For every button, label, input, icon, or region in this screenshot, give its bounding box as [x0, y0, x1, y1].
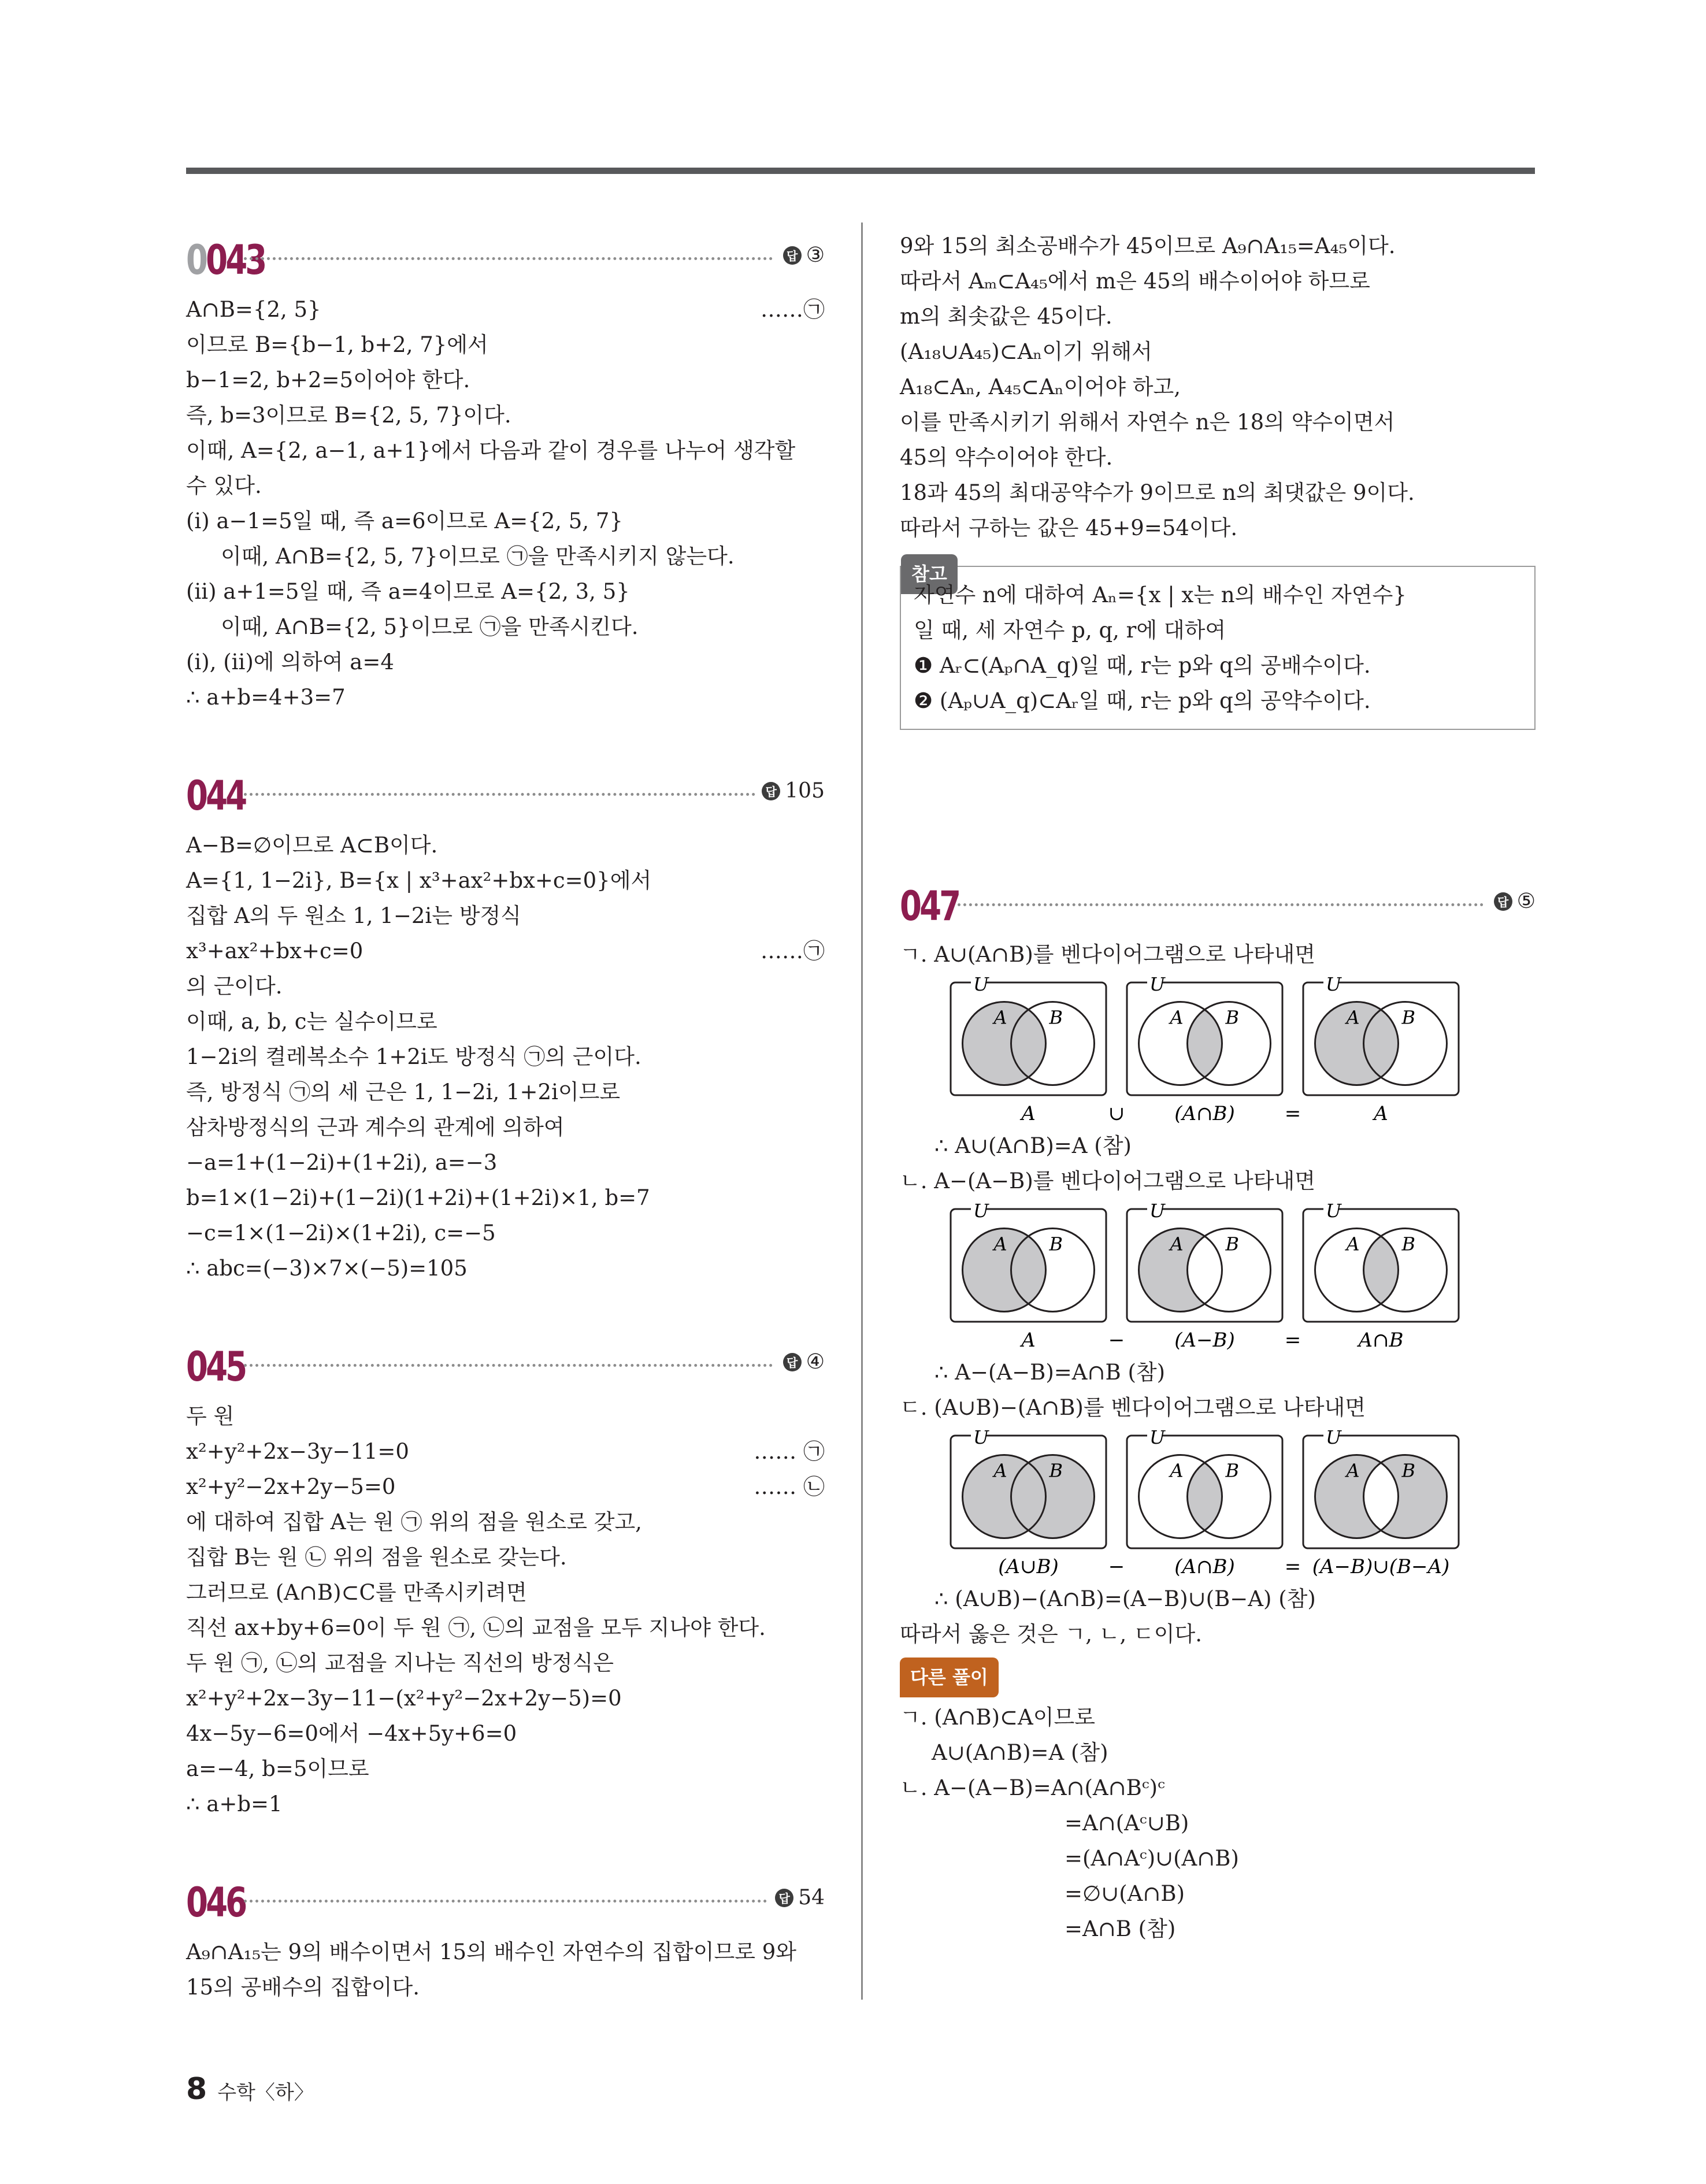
venn-label-u: U [973, 1429, 989, 1448]
venn-diagram-c [949, 1429, 1478, 1579]
answer-badge: 답 105 [762, 779, 825, 803]
right-column [900, 228, 1536, 1946]
venn-caption: A [1374, 1102, 1388, 1125]
leader-dots [244, 793, 755, 796]
venn-row-b [900, 1202, 1536, 1352]
venn-label-a: A [1346, 1459, 1360, 1482]
answer-badge: 답 ④ [783, 1350, 825, 1374]
venn-label-b: B [1049, 1459, 1063, 1482]
problem-number: 0043 [186, 236, 265, 284]
venn-label-u: U [1149, 1202, 1165, 1222]
venn-label-a: A [1346, 1006, 1360, 1029]
venn-caption: ∪ [1108, 1102, 1125, 1125]
venn-caption: A∩B [1358, 1329, 1404, 1352]
venn-caption: (A∩B) [1174, 1102, 1235, 1125]
venn-panel [951, 976, 1106, 1095]
page-footer [186, 2072, 314, 2107]
venn-caption: (A−B)∪(B−A) [1312, 1555, 1450, 1578]
venn-diagram-a [949, 976, 1478, 1126]
venn-label-b: B [1225, 1459, 1240, 1482]
answer-badge: 답 54 [775, 1886, 825, 1909]
problem-045-header [186, 1341, 825, 1393]
venn-label-b: B [1049, 1006, 1063, 1029]
venn-row-a [900, 976, 1536, 1126]
venn-panel [1303, 976, 1459, 1095]
venn-panel [1303, 1429, 1459, 1548]
solution-045: 두 원 x²+y²+2x−3y−11=0 …… ㉠ x²+y²−2x+2y−5=0 …… ㉡ 에 대하여 집합 A는 원 ㉠ 위의 점을 원소로 갖고, 집합 B는 원 ㉡ 위의 점을 원소로 갖는다. 그러므로 (A∩B)⊂C를 만족시키려면 직선 ax+by+6=0이 두 원 ㉠, ㉡의 교점을 모두 지나야 한다. 두 원 ㉠, ㉡의 교점을 지나는 직선의 방정식은 x²+y²+2x−3y−11−(x²+y²−2x+2y−5)=0 4x−5y−6=0에서 −4x+5y+6=0 a=−4, b=5이므로 ∴ a+b=1 [186, 1404, 825, 1816]
venn-caption: = [1284, 1555, 1301, 1578]
venn-diagram-b [949, 1202, 1478, 1352]
venn-label-b: B [1049, 1233, 1063, 1255]
venn-label-a: A [1170, 1233, 1184, 1255]
venn-caption: (A∩B) [1174, 1555, 1235, 1578]
venn-label-b: B [1225, 1233, 1240, 1255]
venn-caption: (A∪B) [998, 1555, 1059, 1578]
answer-badge: 답 ⑤ [1494, 889, 1536, 913]
answer-icon: 답 [775, 1889, 793, 1907]
leader-dots [244, 1364, 773, 1367]
venn-label-a: A [1346, 1233, 1360, 1255]
problem-number: 045 [186, 1343, 246, 1391]
venn-caption: − [1108, 1329, 1125, 1352]
venn-label-a: A [1170, 1006, 1184, 1029]
venn-label-u: U [973, 1202, 989, 1222]
book-title: 수학〈하〉 [217, 2081, 314, 2104]
venn-panel [951, 1429, 1106, 1548]
venn-label-a: A [993, 1006, 1007, 1029]
venn-label-b: B [1401, 1459, 1416, 1482]
problem-044-header [186, 770, 825, 822]
venn-label-b: B [1401, 1006, 1416, 1029]
leader-dots [244, 1900, 767, 1903]
answer-icon: 답 [783, 1353, 802, 1371]
solution-043: A∩B={2, 5} ……㉠ 이므로 B={b−1, b+2, 7}에서 b−1=2, b+2=5이어야 한다. 즉, b=3이므로 B={2, 5, 7}이다. 이때, A={2, a−1, a+1}에서 다음과 같이 경우를 나누어 생각할 수 있다. (ⅰ) a−1=5일 때, 즉 a=6이므로 A={2, 5, 7} 이때, A∩B={2, 5, 7}이므로 ㉠을 만족시키지 않는다. (ⅱ) a+1=5일 때, 즉 a=4이므로 A={2, 3, 5} 이때, A∩B={2, 5}이므로 ㉠을 만족시킨다. (ⅰ), (ⅱ)에 의하여 a=4 ∴ a+b=4+3=7 [186, 297, 825, 710]
venn-label-u: U [973, 976, 989, 995]
venn-label-b: B [1401, 1233, 1416, 1255]
problem-046-header [186, 1877, 825, 1929]
solution-047: ㄱ. A∪(A∩B)를 벤다이어그램으로 나타내면 U A B U A B U A B A ∪ (A∩B) = A ∴ A∪(A∩B)=A (참) ㄴ. A−(A−B)를 벤다이어그램으로 나타내면 U A B U A B U A B A − (A−B) = A∩B ∴ A−(A−B)=A∩B (참) ㄷ. (A∪B)−(A∩B)를 벤다이어그램으로 나타내면 U A B U A B U A B (A∪B) − (A∩B) = (A−B)∪(B−A) ∴ (A∪B)−(A∩B)=(A−B)∪(B−A) (참) 따라서 옳은 것은 ㄱ, ㄴ, ㄷ이다. 다른 풀이 ㄱ. (A∩B)⊂A이므로 A∪(A∩B)=A (참) ㄴ. A−(A−B)=A∩(A∩Bᶜ)ᶜ =A∩(Aᶜ∪B) =(A∩Aᶜ)∪(A∩B) =∅∪(A∩B) =A∩B (참) [900, 937, 1536, 1946]
venn-caption: − [1108, 1555, 1125, 1578]
venn-panel [1303, 1202, 1459, 1322]
problem-number: 046 [186, 1879, 246, 1926]
venn-label-u: U [1326, 1202, 1341, 1222]
top-rule [186, 168, 1535, 174]
note-box: 참고 자연수 n에 대하여 Aₙ={x | x는 n의 배수인 자연수} 일 때, 세 자연수 p, q, r에 대하여 ❶ Aᵣ⊂(Aₚ∩A_q)일 때, r는 p와 q의 공배수이다. ❷ (Aₚ∪A_q)⊂Aᵣ일 때, r는 p와 q의 공약수이다. [900, 566, 1536, 730]
venn-label-a: A [993, 1233, 1007, 1255]
venn-caption: (A−B) [1174, 1329, 1235, 1352]
venn-label-u: U [1326, 976, 1341, 995]
column-divider [861, 223, 863, 2000]
answer-icon: 답 [783, 246, 802, 265]
problem-043-header [186, 234, 825, 286]
problem-number: 044 [186, 772, 246, 820]
venn-label-a: A [1170, 1459, 1184, 1482]
leader-dots [958, 903, 1484, 906]
venn-label-b: B [1225, 1006, 1240, 1029]
answer-icon: 답 [1494, 892, 1512, 911]
solution-046-part1: A₉∩A₁₅는 9의 배수이면서 15의 배수인 자연수의 집합이므로 9와 15의 공배수의 집합이다. [186, 1940, 797, 2000]
venn-row-c [900, 1429, 1536, 1579]
answer-icon: 답 [762, 782, 780, 800]
venn-label-u: U [1326, 1429, 1341, 1448]
problem-047-header [900, 880, 1536, 932]
venn-caption: = [1284, 1329, 1301, 1352]
page-number: 8 [186, 2072, 207, 2107]
note-label: 참고 [901, 554, 958, 594]
alt-solution-label: 다른 풀이 [900, 1658, 999, 1697]
venn-label-a: A [993, 1459, 1007, 1482]
problem-number: 047 [900, 883, 959, 930]
solution-044: A−B=∅이므로 A⊂B이다. A={1, 1−2i}, B={x | x³+ax²+bx+c=0}에서 집합 A의 두 원소 1, 1−2i는 방정식 x³+ax²+bx+c=0 ……㉠ 의 근이다. 이때, a, b, c는 실수이므로 1−2i의 켤레복소수 1+2i도 방정식 ㉠의 근이다. 즉, 방정식 ㉠의 세 근은 1, 1−2i, 1+2i이므로 삼차방정식의 근과 계수의 관계에 의하여 −a=1+(1−2i)+(1+2i), a=−3 b=1×(1−2i)+(1−2i)(1+2i)+(1+2i)×1, b=7 −c=1×(1−2i)×(1+2i), c=−5 ∴ abc=(−3)×7×(−5)=105 [186, 833, 825, 1281]
venn-label-u: U [1149, 976, 1165, 995]
leader-dots [244, 257, 773, 260]
venn-caption: = [1284, 1102, 1301, 1125]
venn-caption: A [1021, 1329, 1036, 1352]
solution-046-part2: 9와 15의 최소공배수가 45이므로 A₉∩A₁₅=A₄₅이다. 따라서 Aₘ⊂A₄₅에서 m은 45의 배수이어야 하므로 m의 최솟값은 45이다. (A₁₈∪A₄₅)⊂Aₙ이기 위해서 A₁₈⊂Aₙ, A₄₅⊂Aₙ이어야 하고, 이를 만족시키기 위해서 자연수 n은 18의 약수이면서 45의 약수이어야 한다. 18과 45의 최대공약수가 9이므로 n의 최댓값은 9이다. 따라서 구하는 값은 45+9=54이다. [900, 233, 1415, 540]
venn-panel [1127, 976, 1282, 1095]
venn-panel [1127, 1202, 1282, 1322]
answer-badge: 답 ③ [783, 243, 825, 267]
venn-caption: A [1021, 1102, 1036, 1125]
venn-panel [951, 1202, 1106, 1322]
left-column [186, 234, 825, 2005]
venn-panel [1127, 1429, 1282, 1548]
venn-label-u: U [1149, 1429, 1165, 1448]
